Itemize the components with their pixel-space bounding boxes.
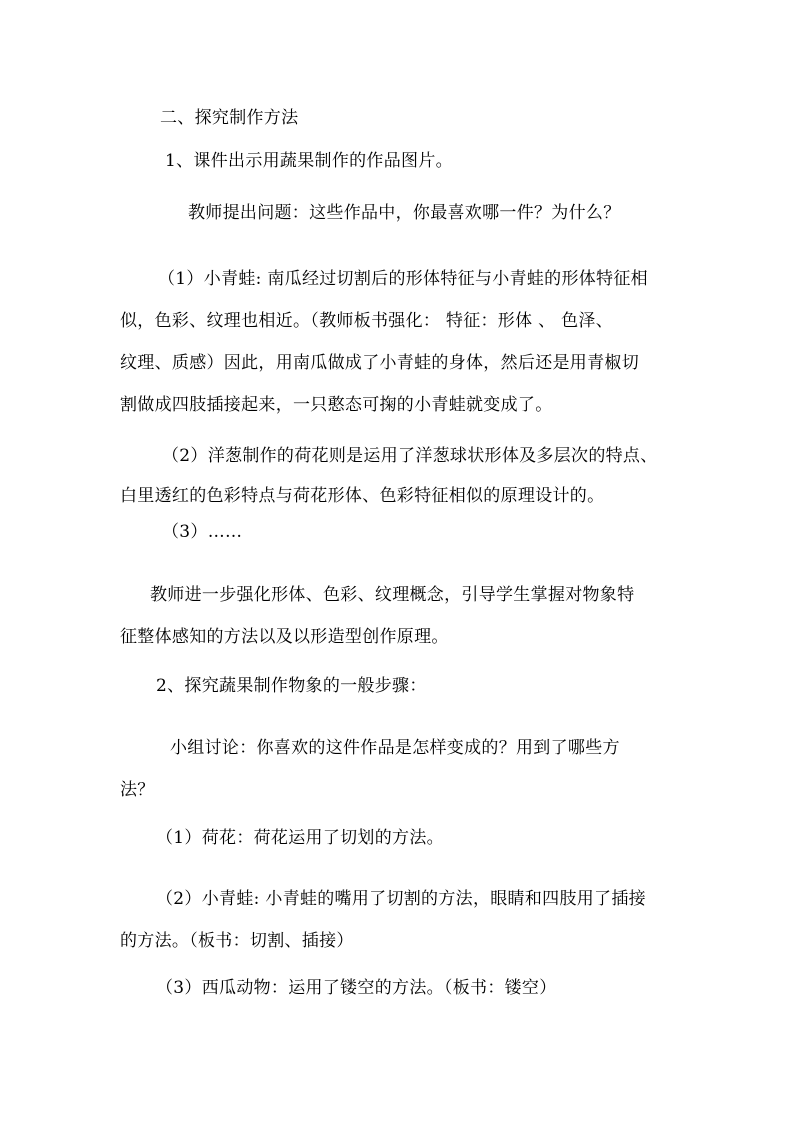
lotus-paragraph [120,436,658,516]
frog-paragraph-line-4: 割做成四肢插接起来，一只憨态可掬的小青蛙就变成了。 [120,395,553,415]
step-3-watermelon: （3）西瓜动物：运用了镂空的方法。（板书：镂空） [156,978,557,998]
step-1-lotus: （1）荷花：荷花运用了切划的方法。 [156,828,444,848]
item-1-courseware: 1、课件出示用蔬果制作的作品图片。 [165,151,453,171]
teacher-reinforce-paragraph [120,574,634,658]
section-heading: 二、探究制作方法 [160,108,299,128]
teacher-question: 教师提出问题：这些作品中，你最喜欢哪一件？为什么？ [188,203,621,223]
group-discussion-paragraph [120,727,620,811]
group-discussion-line-2: 法？ [120,780,155,800]
step-2-line-1: （2）小青蛙: 小青蛙的嘴用了切割的方法，眼睛和四肢用了插接 [156,889,646,909]
teacher-reinforce-line-1: 教师进一步强化形体、色彩、纹理概念，引导学生掌握对物象特 [150,585,635,605]
step-2-line-2: 的方法。（板书：切割、插接） [120,931,354,951]
frog-paragraph-line-2: 似，色彩、纹理也相近。（教师板书强化： 特征：形体 、 色泽、 [120,311,614,331]
item-3-ellipsis: （3）…… [162,522,243,542]
frog-paragraph-line-1: （1）小青蛙: 南瓜经过切割后的形体特征与小青蛙的形体特征相 [158,269,648,289]
step-2-frog-paragraph [120,878,646,962]
frog-paragraph-line-3: 纹理、质感）因此，用南瓜做成了小青蛙的身体，然后还是用青椒切 [120,353,639,373]
group-discussion-line-1: 小组讨论：你喜欢的这件作品是怎样变成的？用到了哪些方 [170,738,620,758]
item-2-steps: 2、探究蔬果制作物象的一般步骤： [156,676,427,696]
lotus-paragraph-line-1: （2）洋葱制作的荷花则是运用了洋葱球状形体及多层次的特点、 [162,446,658,466]
lotus-paragraph-line-2: 白里透红的色彩特点与荷花形体、色彩特征相似的原理设计的。 [120,486,605,506]
frog-paragraph [120,258,648,426]
teacher-reinforce-line-2: 征整体感知的方法以及以形造型创作原理。 [120,627,449,647]
